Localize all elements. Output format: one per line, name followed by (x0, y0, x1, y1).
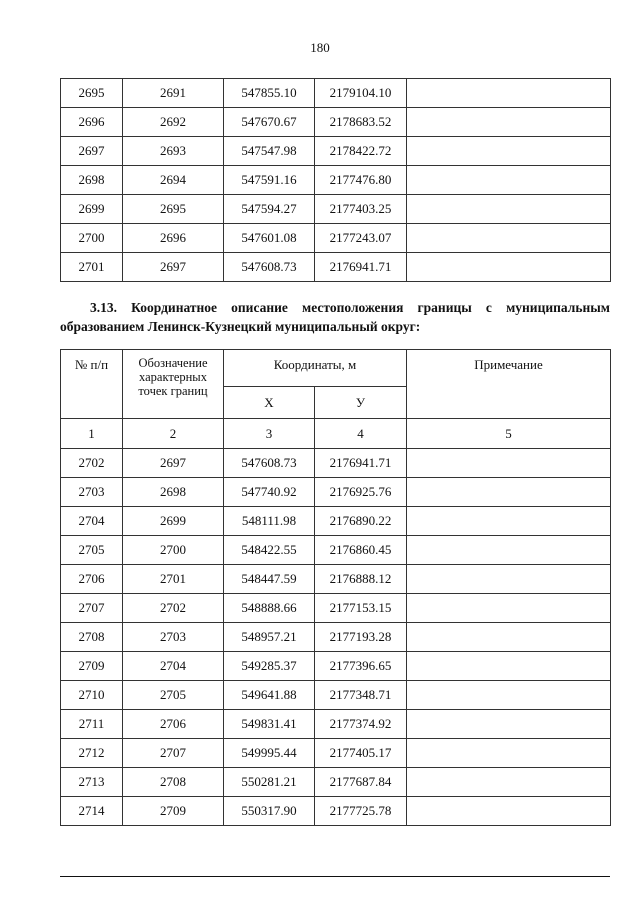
note-cell (407, 739, 611, 768)
y-coordinate-cell: 2176888.12 (315, 565, 407, 594)
y-coordinate-cell: 2177193.28 (315, 623, 407, 652)
note-cell (407, 710, 611, 739)
page-number: 180 (310, 40, 330, 55)
point-id-cell: 2695 (123, 195, 224, 224)
coordinates-table (60, 349, 611, 826)
note-cell (407, 797, 611, 826)
table-row (61, 681, 611, 710)
index-cell: 5 (407, 419, 611, 449)
note-cell (407, 623, 611, 652)
point-id-cell: 2703 (123, 623, 224, 652)
point-id-cell: 2696 (123, 224, 224, 253)
header-designation: Обозначение характерных точек границ (123, 350, 224, 419)
note-cell (407, 449, 611, 478)
note-cell (407, 652, 611, 681)
table-body (61, 449, 611, 826)
row-number-cell: 2703 (61, 478, 123, 507)
table-row (61, 797, 611, 826)
index-cell: 1 (61, 419, 123, 449)
coordinates-table-continued (60, 78, 611, 282)
y-coordinate-cell: 2177476.80 (315, 166, 407, 195)
y-coordinate-cell: 2178683.52 (315, 108, 407, 137)
note-cell (407, 681, 611, 710)
row-number-cell: 2712 (61, 739, 123, 768)
note-cell (407, 565, 611, 594)
y-coordinate-cell: 2178422.72 (315, 137, 407, 166)
point-id-cell: 2691 (123, 79, 224, 108)
point-id-cell: 2693 (123, 137, 224, 166)
section-heading (60, 298, 610, 336)
x-coordinate-cell: 547855.10 (224, 79, 315, 108)
y-coordinate-cell: 2177725.78 (315, 797, 407, 826)
point-id-cell: 2704 (123, 652, 224, 681)
x-coordinate-cell: 547608.73 (224, 449, 315, 478)
point-id-cell: 2694 (123, 166, 224, 195)
y-coordinate-cell: 2177374.92 (315, 710, 407, 739)
y-coordinate-cell: 2179104.10 (315, 79, 407, 108)
row-number-cell: 2705 (61, 536, 123, 565)
point-id-cell: 2698 (123, 478, 224, 507)
note-cell (407, 478, 611, 507)
row-number-cell: 2704 (61, 507, 123, 536)
header-y: У (315, 387, 407, 419)
x-coordinate-cell: 548888.66 (224, 594, 315, 623)
x-coordinate-cell: 548447.59 (224, 565, 315, 594)
x-coordinate-cell: 547547.98 (224, 137, 315, 166)
table-row (61, 137, 611, 166)
table-row (61, 652, 611, 681)
table-row (61, 565, 611, 594)
y-coordinate-cell: 2177687.84 (315, 768, 407, 797)
section-heading-line-1: 3.13. Координатное описание местоположения границы с муниципальным (90, 300, 610, 315)
note-cell (407, 195, 611, 224)
index-cell: 3 (224, 419, 315, 449)
row-number-cell: 2706 (61, 565, 123, 594)
x-coordinate-cell: 549831.41 (224, 710, 315, 739)
x-coordinate-cell: 548422.55 (224, 536, 315, 565)
table-body (61, 79, 611, 282)
y-coordinate-cell: 2177396.65 (315, 652, 407, 681)
x-coordinate-cell: 549285.37 (224, 652, 315, 681)
y-coordinate-cell: 2176941.71 (315, 449, 407, 478)
table-header (61, 350, 611, 449)
table-row (61, 108, 611, 137)
note-cell (407, 594, 611, 623)
point-id-cell: 2707 (123, 739, 224, 768)
row-number-cell: 2701 (61, 253, 123, 282)
note-cell (407, 137, 611, 166)
row-number-cell: 2713 (61, 768, 123, 797)
table-row (61, 536, 611, 565)
note-cell (407, 79, 611, 108)
row-number-cell: 2697 (61, 137, 123, 166)
x-coordinate-cell: 547670.67 (224, 108, 315, 137)
point-id-cell: 2697 (123, 253, 224, 282)
header-number: № п/п (61, 350, 123, 419)
point-id-cell: 2702 (123, 594, 224, 623)
row-number-cell: 2702 (61, 449, 123, 478)
x-coordinate-cell: 547740.92 (224, 478, 315, 507)
note-cell (407, 768, 611, 797)
row-number-cell: 2707 (61, 594, 123, 623)
x-coordinate-cell: 550317.90 (224, 797, 315, 826)
row-number-cell: 2699 (61, 195, 123, 224)
table-row (61, 449, 611, 478)
point-id-cell: 2706 (123, 710, 224, 739)
table-row (61, 507, 611, 536)
table-row (61, 594, 611, 623)
note-cell (407, 536, 611, 565)
table-row (61, 623, 611, 652)
y-coordinate-cell: 2176860.45 (315, 536, 407, 565)
index-cell: 4 (315, 419, 407, 449)
y-coordinate-cell: 2176925.76 (315, 478, 407, 507)
point-id-cell: 2692 (123, 108, 224, 137)
y-coordinate-cell: 2176941.71 (315, 253, 407, 282)
table-row (61, 79, 611, 108)
header-note: Примечание (407, 350, 611, 419)
row-number-cell: 2708 (61, 623, 123, 652)
note-cell (407, 253, 611, 282)
row-number-cell: 2696 (61, 108, 123, 137)
x-coordinate-cell: 548957.21 (224, 623, 315, 652)
point-id-cell: 2709 (123, 797, 224, 826)
header-x: X (224, 387, 315, 419)
table-row (61, 195, 611, 224)
y-coordinate-cell: 2177403.25 (315, 195, 407, 224)
x-coordinate-cell: 547601.08 (224, 224, 315, 253)
note-cell (407, 507, 611, 536)
x-coordinate-cell: 549641.88 (224, 681, 315, 710)
x-coordinate-cell: 547594.27 (224, 195, 315, 224)
point-id-cell: 2699 (123, 507, 224, 536)
x-coordinate-cell: 547591.16 (224, 166, 315, 195)
row-number-cell: 2714 (61, 797, 123, 826)
header-coordinates: Координаты, м (224, 350, 407, 387)
y-coordinate-cell: 2176890.22 (315, 507, 407, 536)
y-coordinate-cell: 2177153.15 (315, 594, 407, 623)
y-coordinate-cell: 2177348.71 (315, 681, 407, 710)
point-id-cell: 2697 (123, 449, 224, 478)
x-coordinate-cell: 548111.98 (224, 507, 315, 536)
row-number-cell: 2695 (61, 79, 123, 108)
row-number-cell: 2711 (61, 710, 123, 739)
x-coordinate-cell: 549995.44 (224, 739, 315, 768)
point-id-cell: 2708 (123, 768, 224, 797)
table-row (61, 478, 611, 507)
point-id-cell: 2705 (123, 681, 224, 710)
y-coordinate-cell: 2177243.07 (315, 224, 407, 253)
note-cell (407, 224, 611, 253)
row-number-cell: 2698 (61, 166, 123, 195)
row-number-cell: 2709 (61, 652, 123, 681)
row-number-cell: 2710 (61, 681, 123, 710)
table-row (61, 224, 611, 253)
x-coordinate-cell: 550281.21 (224, 768, 315, 797)
table-row (61, 710, 611, 739)
index-cell: 2 (123, 419, 224, 449)
row-number-cell: 2700 (61, 224, 123, 253)
table-row (61, 768, 611, 797)
note-cell (407, 166, 611, 195)
table-row (61, 166, 611, 195)
x-coordinate-cell: 547608.73 (224, 253, 315, 282)
footer-rule (60, 876, 610, 877)
table-row (61, 253, 611, 282)
column-index-row (61, 419, 611, 449)
y-coordinate-cell: 2177405.17 (315, 739, 407, 768)
point-id-cell: 2700 (123, 536, 224, 565)
section-heading-line-2: образованием Ленинск-Кузнецкий муниципальный округ: (60, 319, 421, 334)
table-row (61, 739, 611, 768)
point-id-cell: 2701 (123, 565, 224, 594)
note-cell (407, 108, 611, 137)
